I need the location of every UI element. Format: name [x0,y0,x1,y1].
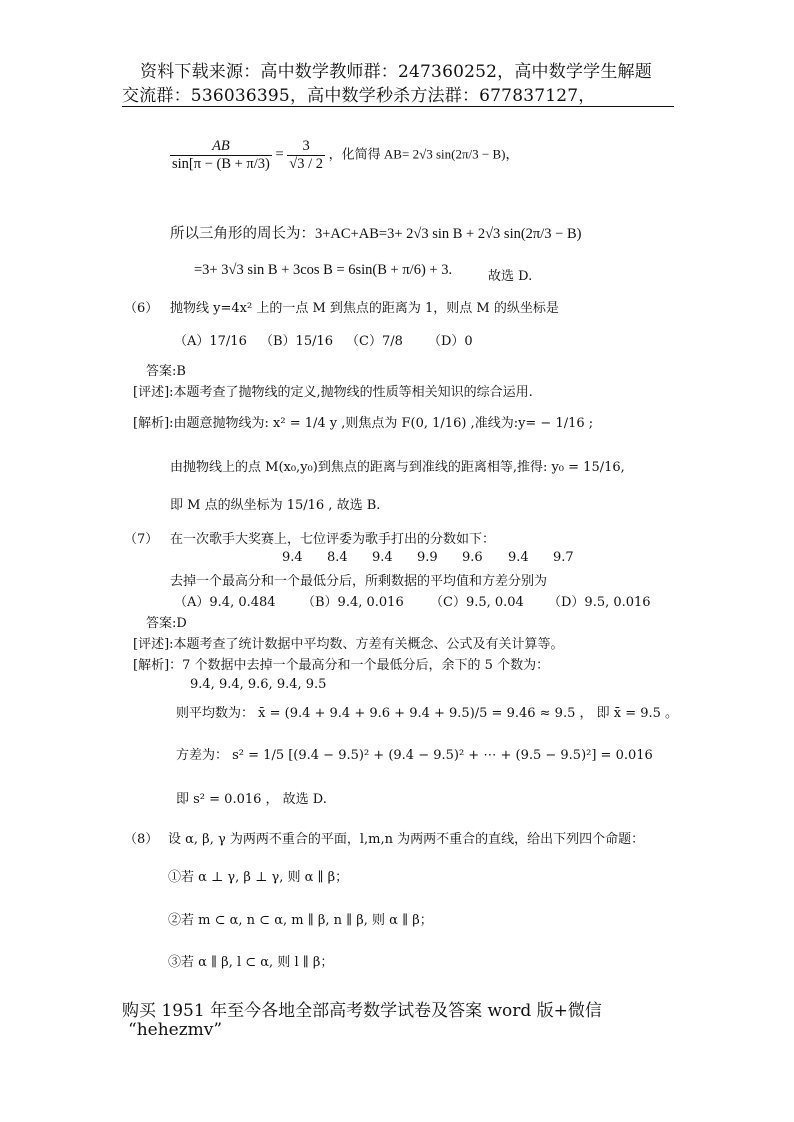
q8-proposition-1: ①若 α ⊥ γ, β ⊥ γ, 则 α ∥ β； [168,870,349,885]
q7-answer: 答案:D [146,616,187,631]
q7-conclusion: 即 s² = 0.016 ， 故选 D. [176,792,327,807]
prev-choice: 故选 D. [488,269,533,284]
q6-option-c: （C）7/8 [346,334,403,349]
q6-option-a: （A）17/16 [174,334,247,349]
q7-option-c: （C）9.5, 0.04 [430,595,524,610]
header-line-1: 资料下载来源：高中数学教师群：247360252，高中数学学生解题 [140,62,652,82]
header-line-2: 交流群：536036395，高中数学秒杀方法群：677837127， [122,86,596,106]
q6-option-b: （B）15/16 [260,334,334,349]
q8-proposition-2: ②若 m ⊂ α, n ⊂ α, m ∥ β, n ∥ β, 则 α ∥ β； [168,913,433,928]
q7-score-5: 9.6 [462,550,483,565]
q6-answer: 答案:B [146,364,186,379]
fraction-ab-num: AB [170,138,272,156]
q6-stem: 抛物线 y=4x² 上的一点 M 到焦点的距离为 1，则点 M 的纵坐标是 [170,301,559,316]
q6-analysis: [解析]:由题意抛物线为: x² = 1/4 y ,则焦点为 F(0, 1/16) ,准线为:y= − 1/16 ; [133,416,594,431]
q6-analysis-line2: 由抛物线上的点 M(x₀,y₀)到焦点的距离与到准线的距离相等,推得: y₀ = 15/16, [170,460,625,475]
q7-score-2: 8.4 [327,550,348,565]
q6-option-d: （D）0 [428,334,473,349]
q7-stem: 在一次歌手大奖赛上，七位评委为歌手打出的分数如下： [170,532,496,547]
q7-option-d: （D）9.5, 0.016 [548,595,651,610]
q7-score-3: 9.4 [372,550,393,565]
q7-analysis: [解析]：7 个数据中去掉一个最高分和一个最低分后，余下的 5 个数为： [133,658,550,673]
fraction-three-num: 3 [287,138,325,156]
q7-option-a: （A）9.4, 0.484 [174,595,276,610]
footer-line-1: 购买 1951 年至今各地全部高考数学试卷及答案 word 版+微信 [122,1001,602,1021]
q7-mean: 则平均数为： x̄ = (9.4 + 9.4 + 9.6 + 9.4 + 9.5)/5 = 9.46 ≈ 9.5 ， 即 x̄ = 9.5 。 [176,706,679,721]
footer-line-2: “hehezmv” [128,1020,223,1040]
fraction-ab [170,138,272,172]
q7-score-7: 9.7 [553,550,574,565]
q7-remaining-data: 9.4, 9.4, 9.6, 9.4, 9.5 [190,677,327,692]
q7-variance: 方差为： s² = 1/5 [(9.4 − 9.5)² + (9.4 − 9.5)² + ⋯ + (9.5 − 9.5)²] = 0.016 [176,748,653,763]
header-divider [122,106,674,107]
q8-stem: 设 α, β, γ 为两两不重合的平面，l,m,n 为两两不重合的直线，给出下列四个命题： [168,832,645,847]
fraction-three [287,138,325,172]
q8-number: （8） [124,832,159,847]
q6-number: （6） [124,301,159,316]
q6-comment: [评述]:本题考查了抛物线的定义,抛物线的性质等相关知识的综合运用. [133,385,533,400]
q7-score-6: 9.4 [508,550,529,565]
prev-equation [170,138,518,172]
q7-number: （7） [124,532,159,547]
fraction-ab-den: sin[π − (B + π/3) [172,155,270,172]
q6-analysis-line3: 即 M 点的纵坐标为 15/16 , 故选 B. [170,498,381,513]
q7-option-b: （B）9.4, 0.016 [302,595,404,610]
perimeter-result: =3+ 3√3 sin B + 3cos B = 6sin(B + π/6) + 3. [194,262,453,278]
q7-stem-2: 去掉一个最高分和一个最低分后，所剩数据的平均值和方差分别为 [170,574,548,589]
equals-sign: = [275,146,284,163]
q7-score-1: 9.4 [282,550,303,565]
q7-comment: [评述]:本题考查了统计数据中平均数、方差有关概念、公式及有关计算等。 [133,637,564,652]
q8-proposition-3: ③若 α ∥ β, l ⊂ α, 则 l ∥ β； [168,955,334,970]
q7-score-4: 9.9 [417,550,438,565]
fraction-three-den: √3 / 2 [289,155,324,172]
simplify-text: ，化简得 AB= 2√3 sin(2π/3 − B)， [328,146,519,162]
perimeter-line: 所以三角形的周长为：3+AC+AB=3+ 2√3 sin B + 2√3 sin(2π/3 − B) [170,226,582,242]
